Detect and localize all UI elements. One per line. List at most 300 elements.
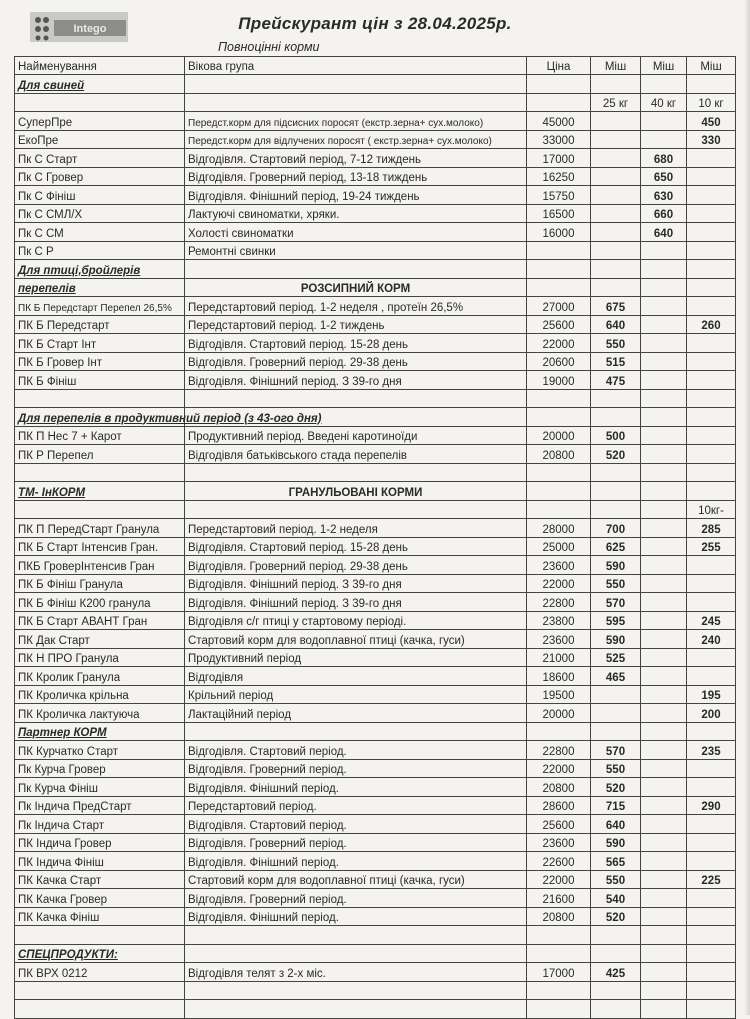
empty-cell — [527, 500, 591, 519]
bag10-price: 285 — [687, 519, 736, 538]
bag10-price: 225 — [687, 870, 736, 889]
product-price: 16000 — [527, 223, 591, 242]
product-group: Передстартовий період. 1-2 неделя — [185, 519, 527, 538]
product-row — [15, 796, 736, 815]
empty-cell — [527, 75, 591, 94]
product-name: ПК Б Гровер Інт — [15, 352, 185, 371]
product-row — [15, 241, 736, 260]
blank-row — [15, 500, 736, 519]
empty-cell — [15, 500, 185, 519]
empty-cell — [591, 482, 641, 501]
bag25-price: 525 — [591, 648, 641, 667]
bag25-price: 590 — [591, 833, 641, 852]
bag10-price — [687, 963, 736, 982]
bag40-price — [641, 704, 687, 723]
empty-cell — [591, 1000, 641, 1019]
bag40-price — [641, 371, 687, 390]
bag40-price — [641, 574, 687, 593]
bag40-price — [641, 833, 687, 852]
product-group: Відгодівля. Фінішний період. — [185, 852, 527, 871]
product-name: ПК Н ПРО Гранула — [15, 648, 185, 667]
product-row — [15, 759, 736, 778]
empty-cell — [185, 75, 527, 94]
product-price: 22800 — [527, 741, 591, 760]
section-row — [15, 75, 736, 94]
product-group: Передстартовий період. — [185, 796, 527, 815]
product-name: Пк Курча Фініш — [15, 778, 185, 797]
logo-text: Intego — [73, 23, 107, 35]
bag10-price — [687, 593, 736, 612]
bag10-price: 450 — [687, 112, 736, 131]
bag25-price: 625 — [591, 537, 641, 556]
bag25-price: 550 — [591, 334, 641, 353]
empty-cell — [687, 278, 736, 297]
product-row — [15, 167, 736, 186]
bag10-price — [687, 648, 736, 667]
empty-cell — [15, 93, 185, 112]
bag10-price: 195 — [687, 685, 736, 704]
bag25-price: 520 — [591, 445, 641, 464]
product-name: Пк Індича ПредСтарт — [15, 796, 185, 815]
empty-cell — [527, 408, 591, 427]
empty-cell — [591, 408, 641, 427]
empty-cell — [527, 722, 591, 741]
product-name: ПК Р Перепел — [15, 445, 185, 464]
product-group: Продуктивний період. Введені каротиноїди — [185, 426, 527, 445]
empty-cell — [185, 981, 527, 1000]
product-group: Відгодівля с/г птиці у стартовому періоді. — [185, 611, 527, 630]
empty-cell — [641, 260, 687, 279]
empty-cell — [687, 944, 736, 963]
product-group: Відгодівля. Стартовий період. 15-28 день — [185, 334, 527, 353]
product-row — [15, 870, 736, 889]
unit-row — [15, 93, 736, 112]
bag10-price — [687, 759, 736, 778]
product-row — [15, 334, 736, 353]
header-row — [15, 57, 736, 75]
product-price: 20600 — [527, 352, 591, 371]
section-title: Для птиці,бройлерів — [15, 260, 185, 279]
bag40-price — [641, 315, 687, 334]
section-title: Для свиней — [15, 75, 185, 94]
empty-cell — [185, 500, 527, 519]
product-group: Відгодівля. Гроверний період. — [185, 833, 527, 852]
bag40-price — [641, 759, 687, 778]
product-price: 19500 — [527, 685, 591, 704]
empty-cell — [641, 75, 687, 94]
product-price: 23600 — [527, 833, 591, 852]
product-price: 15750 — [527, 186, 591, 205]
bag25-price — [591, 130, 641, 149]
product-price: 25600 — [527, 815, 591, 834]
product-name: ПК Індича Фініш — [15, 852, 185, 871]
bag40-price — [641, 907, 687, 926]
product-group: Відгодівля. Фінішний період. З 39-го дня — [185, 371, 527, 390]
product-name: ПК Кроличка лактуюча — [15, 704, 185, 723]
product-name: ПК ВРХ 0212 — [15, 963, 185, 982]
bag40-price — [641, 241, 687, 260]
bag10-price — [687, 297, 736, 316]
product-group: Передстартовий період. 1-2 неделя , протеїн 26,5% — [185, 297, 527, 316]
product-name: ПКБ ГроверІнтенсив Гран — [15, 556, 185, 575]
product-name: Пк С Фініш — [15, 186, 185, 205]
product-row — [15, 537, 736, 556]
bag25-price: 675 — [591, 297, 641, 316]
bag40-unit: 40 кг — [641, 93, 687, 112]
product-price: 20800 — [527, 445, 591, 464]
section-title: Для перепелів в продуктивний період (з 43-ого дня) — [15, 408, 185, 427]
product-name: ПК Кроличка крільна — [15, 685, 185, 704]
product-name: ПК Курчатко Старт — [15, 741, 185, 760]
bag10-price — [687, 334, 736, 353]
empty-cell — [641, 1000, 687, 1019]
empty-cell — [641, 944, 687, 963]
empty-cell — [687, 482, 736, 501]
bag40-price — [641, 334, 687, 353]
bag10-price — [687, 889, 736, 908]
col-bag10-header: Міш — [687, 57, 736, 75]
product-price: 23600 — [527, 630, 591, 649]
empty-cell — [15, 389, 185, 408]
bag25-price: 565 — [591, 852, 641, 871]
bag10-price — [687, 852, 736, 871]
empty-cell — [527, 389, 591, 408]
product-group: Відгодівля. Гроверний період. — [185, 889, 527, 908]
empty-cell — [185, 926, 527, 945]
product-row — [15, 778, 736, 797]
product-name: ПК Б Старт АВАНТ Гран — [15, 611, 185, 630]
product-price: 22600 — [527, 852, 591, 871]
product-row — [15, 352, 736, 371]
section-row — [15, 944, 736, 963]
empty-cell — [641, 482, 687, 501]
empty-cell — [591, 722, 641, 741]
section-title: СПЕЦПРОДУКТИ: — [15, 944, 185, 963]
product-group: Ремонтні свинки — [185, 241, 527, 260]
bag10-price — [687, 149, 736, 168]
product-row — [15, 223, 736, 242]
product-group: Відгодівля. Гроверний період. — [185, 759, 527, 778]
empty-cell — [185, 93, 527, 112]
empty-cell — [185, 260, 527, 279]
bag40-price — [641, 352, 687, 371]
bag10-price — [687, 241, 736, 260]
bag10-price — [687, 167, 736, 186]
bag25-price — [591, 186, 641, 205]
bag25-price: 475 — [591, 371, 641, 390]
product-name: ПК Б Передстарт — [15, 315, 185, 334]
bag25-price: 570 — [591, 593, 641, 612]
product-name: ПК П Нес 7 + Карот — [15, 426, 185, 445]
product-group: Стартовий корм для водоплавної птиці (качка, гуси) — [185, 630, 527, 649]
blank-row — [15, 1000, 736, 1019]
product-row — [15, 315, 736, 334]
product-name: ПК Кролик Гранула — [15, 667, 185, 686]
col-group-header: Вікова група — [185, 57, 527, 75]
col-bag40-header: Міш — [641, 57, 687, 75]
section-subtitle: ГРАНУЛЬОВАНІ КОРМИ — [185, 482, 527, 501]
bag40-price — [641, 815, 687, 834]
empty-cell — [15, 926, 185, 945]
bag10-price — [687, 833, 736, 852]
section-subtitle: РОЗСИПНИЙ КОРМ — [185, 278, 527, 297]
product-name: Пк С СМЛ/Х — [15, 204, 185, 223]
bag25-price: 500 — [591, 426, 641, 445]
bag25-price: 550 — [591, 759, 641, 778]
bag40-price — [641, 741, 687, 760]
bag10-price: 255 — [687, 537, 736, 556]
bag10-price: 260 — [687, 315, 736, 334]
bag25-price: 550 — [591, 870, 641, 889]
bag10-price — [687, 186, 736, 205]
empty-cell — [591, 500, 641, 519]
bag40-price — [641, 297, 687, 316]
bag40-price — [641, 611, 687, 630]
product-group: Передстартовий період. 1-2 тиждень — [185, 315, 527, 334]
product-name: ПК Дак Старт — [15, 630, 185, 649]
bag25-price — [591, 704, 641, 723]
product-price: 25600 — [527, 315, 591, 334]
bag40-price — [641, 112, 687, 131]
bag40-price: 660 — [641, 204, 687, 223]
product-name: ПК Б Фініш — [15, 371, 185, 390]
empty-cell — [687, 926, 736, 945]
col-bag25-header: Міш — [591, 57, 641, 75]
section-title: ТМ- ІнКОРМ — [15, 482, 185, 501]
product-name: Пк С Р — [15, 241, 185, 260]
empty-cell — [527, 278, 591, 297]
empty-cell — [591, 75, 641, 94]
bag25-price — [591, 223, 641, 242]
product-group: Передст.корм для підсисних поросят (екстр.зерна+ сух.молоко) — [185, 112, 527, 131]
scan-shadow — [744, 0, 750, 1015]
product-row — [15, 130, 736, 149]
product-row — [15, 648, 736, 667]
empty-cell — [687, 1000, 736, 1019]
empty-cell — [527, 944, 591, 963]
bag40-price — [641, 130, 687, 149]
bag10-price — [687, 223, 736, 242]
empty-cell — [15, 463, 185, 482]
bag10-price: 330 — [687, 130, 736, 149]
product-row — [15, 852, 736, 871]
bag10-price: 235 — [687, 741, 736, 760]
empty-cell — [591, 389, 641, 408]
bag10-price — [687, 445, 736, 464]
bag40-price — [641, 852, 687, 871]
bag25-price: 590 — [591, 630, 641, 649]
empty-cell — [641, 926, 687, 945]
product-row — [15, 704, 736, 723]
product-group: Лактуючі свиноматки, хряки. — [185, 204, 527, 223]
product-row — [15, 685, 736, 704]
product-name: ПК Б Старт Інт — [15, 334, 185, 353]
product-group: Відгодівля. Гроверний період. 29-38 день — [185, 352, 527, 371]
product-row — [15, 112, 736, 131]
bag40-price — [641, 519, 687, 538]
empty-cell — [185, 722, 527, 741]
bag25-price — [591, 685, 641, 704]
product-price: 20000 — [527, 704, 591, 723]
product-price: 27000 — [527, 297, 591, 316]
section-row — [15, 408, 736, 427]
product-row — [15, 556, 736, 575]
bag10-price — [687, 556, 736, 575]
empty-cell — [527, 926, 591, 945]
empty-cell — [527, 1000, 591, 1019]
bag40-price — [641, 778, 687, 797]
bag40-price — [641, 648, 687, 667]
empty-cell — [687, 722, 736, 741]
bag10-price — [687, 426, 736, 445]
product-name: Пк С Старт — [15, 149, 185, 168]
product-price: 21600 — [527, 889, 591, 908]
empty-cell — [527, 981, 591, 1000]
empty-cell — [591, 926, 641, 945]
product-group: Відгодівля телят з 2-х міс. — [185, 963, 527, 982]
bag10-price — [687, 907, 736, 926]
bag10-price — [687, 778, 736, 797]
bag25-unit: 25 кг — [591, 93, 641, 112]
bag25-price: 590 — [591, 556, 641, 575]
bag25-price: 425 — [591, 963, 641, 982]
bag40-price — [641, 889, 687, 908]
product-price: 28000 — [527, 519, 591, 538]
product-price: 16500 — [527, 204, 591, 223]
bag40-price: 640 — [641, 223, 687, 242]
empty-cell — [641, 722, 687, 741]
product-price: 20000 — [527, 426, 591, 445]
bag25-price: 570 — [591, 741, 641, 760]
col-name-header: Найменування — [15, 57, 185, 75]
bag10-price — [687, 815, 736, 834]
blank-row — [15, 926, 736, 945]
empty-cell — [687, 260, 736, 279]
empty-cell — [527, 260, 591, 279]
bag25-price: 520 — [591, 907, 641, 926]
empty-cell — [527, 93, 591, 112]
bag10-price: 200 — [687, 704, 736, 723]
product-group: Відгодівля. Фінішний період. З 39-го дня — [185, 593, 527, 612]
bag40-price: 630 — [641, 186, 687, 205]
bag25-price: 595 — [591, 611, 641, 630]
product-row — [15, 963, 736, 982]
product-row — [15, 204, 736, 223]
product-row — [15, 574, 736, 593]
blank-row — [15, 463, 736, 482]
product-row — [15, 741, 736, 760]
product-price: 45000 — [527, 112, 591, 131]
empty-cell — [185, 463, 527, 482]
product-group: Відгодівля. Фінішний період. — [185, 907, 527, 926]
bag10-price — [687, 371, 736, 390]
empty-cell — [641, 408, 687, 427]
product-price: 25000 — [527, 537, 591, 556]
price-table — [14, 56, 736, 1019]
page-subtitle: Повноцінні корми — [218, 40, 320, 54]
bag10-unit: 10 кг — [687, 93, 736, 112]
product-price: 16250 — [527, 167, 591, 186]
product-group: Відгодівля. Стартовий період. — [185, 815, 527, 834]
product-row — [15, 889, 736, 908]
product-group: Відгодівля. Стартовий період, 7-12 тиждень — [185, 149, 527, 168]
product-row — [15, 297, 736, 316]
empty-cell — [641, 981, 687, 1000]
product-group: Холості свиноматки — [185, 223, 527, 242]
product-price: 23600 — [527, 556, 591, 575]
product-price: 18600 — [527, 667, 591, 686]
product-row — [15, 149, 736, 168]
section-title: Партнер КОРМ — [15, 722, 185, 741]
bag10-price — [687, 352, 736, 371]
bag40-price — [641, 445, 687, 464]
bag25-price — [591, 167, 641, 186]
bag40-price — [641, 556, 687, 575]
product-row — [15, 519, 736, 538]
product-name: ПК Качка Фініш — [15, 907, 185, 926]
empty-cell — [641, 500, 687, 519]
empty-cell — [641, 389, 687, 408]
bag25-price: 640 — [591, 315, 641, 334]
bag10-price — [687, 204, 736, 223]
bag25-price: 640 — [591, 815, 641, 834]
section-row — [15, 482, 736, 501]
product-group: Відгодівля. Фінішний період. — [185, 778, 527, 797]
bag10-price: 290 — [687, 796, 736, 815]
bag40-price — [641, 963, 687, 982]
empty-cell — [591, 260, 641, 279]
product-row — [15, 593, 736, 612]
bag25-price: 520 — [591, 778, 641, 797]
bag40-price: 680 — [641, 149, 687, 168]
product-price: 22000 — [527, 870, 591, 889]
page-title: Прейскурант цін з 28.04.2025р. — [238, 14, 512, 33]
product-price: 19000 — [527, 371, 591, 390]
empty-cell — [591, 278, 641, 297]
product-price: 22000 — [527, 759, 591, 778]
bag40-price — [641, 685, 687, 704]
product-name: Пк Курча Гровер — [15, 759, 185, 778]
product-price: 22000 — [527, 574, 591, 593]
product-group: Відгодівля. Фінішний період. З 39-го дня — [185, 574, 527, 593]
empty-cell — [185, 944, 527, 963]
product-row — [15, 371, 736, 390]
product-name: Пк Індича Старт — [15, 815, 185, 834]
bag25-price: 715 — [591, 796, 641, 815]
bag40-price — [641, 630, 687, 649]
bag10-price — [687, 574, 736, 593]
product-name: ПК Індича Гровер — [15, 833, 185, 852]
product-group: Відгодівля. Гроверний період. 29-38 день — [185, 556, 527, 575]
empty-cell — [687, 75, 736, 94]
product-price: 17000 — [527, 149, 591, 168]
bag40-price — [641, 537, 687, 556]
product-group: Відгодівля. Фінішний період, 19-24 тиждень — [185, 186, 527, 205]
product-name: ПК Качка Старт — [15, 870, 185, 889]
bag40-price: 650 — [641, 167, 687, 186]
bag40-price — [641, 426, 687, 445]
product-row — [15, 186, 736, 205]
bag25-price: 550 — [591, 574, 641, 593]
product-price: 21000 — [527, 648, 591, 667]
bag10-note: 10кг- — [687, 500, 736, 519]
product-price: 22000 — [527, 334, 591, 353]
section-row — [15, 260, 736, 279]
product-name: ПК Б Старт Інтенсив Гран. — [15, 537, 185, 556]
empty-cell — [687, 981, 736, 1000]
empty-cell — [641, 463, 687, 482]
empty-cell — [185, 389, 527, 408]
